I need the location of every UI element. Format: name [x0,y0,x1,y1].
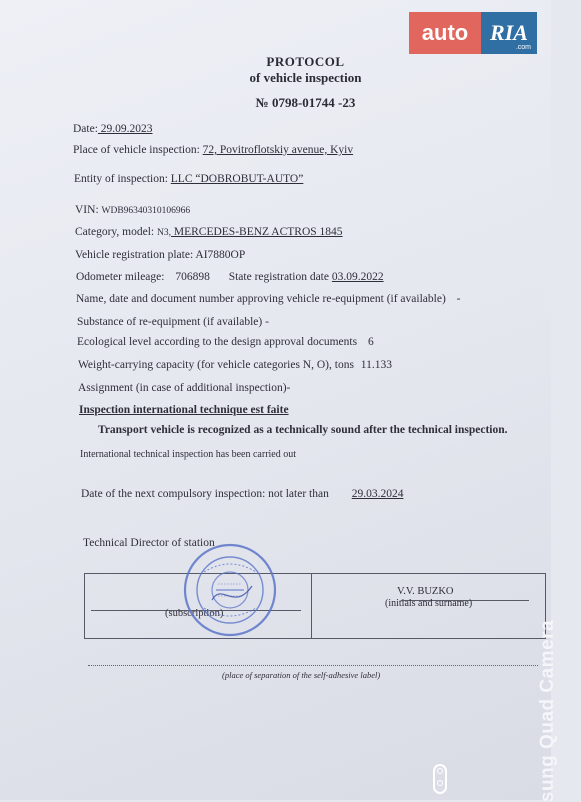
substance-label: Substance of re-equipment (if available) [77,316,263,328]
weight-row [78,359,392,371]
plate-row [75,249,245,261]
reequip-doc-label: Name, date and document number approving vehicle re-equipment (if available) [76,293,446,305]
date-row [73,123,153,135]
date-label: Date: [73,123,98,135]
subscription-caption: (subscription) [165,608,224,619]
separation-line [88,665,538,666]
next-inspection-label: Date of the next compulsory inspection: not later than [81,488,329,500]
logo-domain: .com [515,44,531,51]
protocol-title: PROTOCOL [266,54,345,69]
name-caption: (initials and surname) [385,598,473,609]
reequip-doc-value: - [456,293,461,305]
inspection-statement: Transport vehicle is recognized as a technically sound after the technical inspection. [98,424,508,436]
place-row [73,144,353,156]
eco-label: Ecological level according to the design approval documents [77,336,358,348]
place-value: 72, Povitroflotskiy avenue, Kyiv [202,144,354,156]
next-inspection-row [81,488,403,500]
inspection-note: International technical inspection has been carried out [80,449,297,460]
odometer-label: Odometer mileage: [76,271,165,283]
category-row [75,226,343,238]
reequip-doc-row [76,293,461,305]
state-reg-label: State registration date [228,271,329,283]
signature-table [84,573,546,639]
official-stamp-icon [182,542,278,638]
camera-watermark: sung Quad Camera [536,619,558,802]
vin-label: VIN: [75,204,99,216]
autoria-logo[interactable] [409,12,537,54]
entity-row [74,173,303,185]
assignment-row [78,382,290,394]
place-label: Place of vehicle inspection: [73,144,200,156]
signature-divider [311,574,312,638]
logo-ria-part [481,12,537,54]
entity-value: LLC “DOBROBUT-AUTO” [170,173,304,185]
category-code: N3, [156,228,171,238]
protocol-number: № 0798-01744 -23 [255,95,356,110]
assignment-label: Assignment (in case of additional inspection)- [78,382,291,394]
director-label: Technical Director of station [83,537,215,549]
protocol-subtitle: of vehicle inspection [249,70,362,85]
logo-auto-part: auto [409,12,481,54]
odometer-value: 706898 [175,271,210,283]
entity-label: Entity of inspection: [74,173,168,185]
plate-label: Vehicle registration plate: [75,249,194,261]
category-label: Category, model: [75,226,155,238]
state-reg-value: 03.09.2022 [331,271,384,283]
logo-ria-text: RIA [490,20,528,45]
substance-value: - [265,316,269,328]
weight-label: Weight-carrying capacity (for vehicle categories N, O), tons [78,359,354,371]
vin-value: WDB96340310106966 [101,206,191,216]
separation-caption: (place of separation of the self-adhesive label) [222,670,381,680]
category-model: MERCEDES-BENZ ACTROS 1845 [170,226,343,238]
substance-row [77,316,269,328]
plate-value: AI7880OP [195,249,246,261]
odometer-row [76,271,384,283]
date-value: 29.09.2023 [97,123,153,135]
weight-value: 11.133 [360,359,392,371]
next-inspection-value: 29.03.2024 [351,488,404,500]
inspection-heading: Inspection international technique est faite [79,404,289,416]
eco-row [77,336,374,348]
camera-icon [433,764,447,794]
director-name: V.V. BUZKO [397,586,454,597]
vin-row [75,204,190,216]
eco-value: 6 [367,336,374,348]
